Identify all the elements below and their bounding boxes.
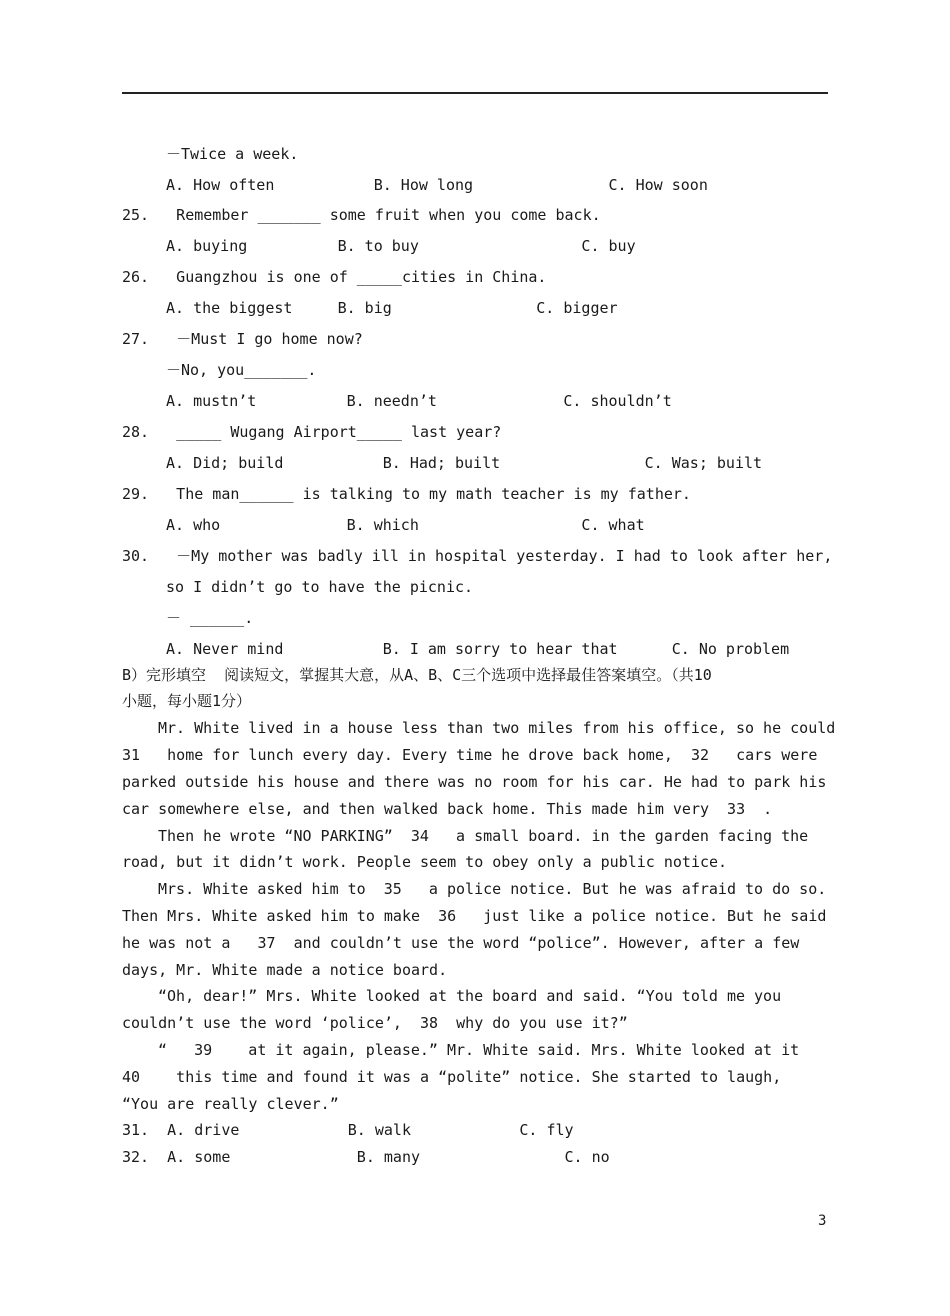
text-line: 40 this time and found it was a “polite” notice. She started to laugh, bbox=[122, 1068, 782, 1086]
text-line: A. Did; build B. Had; built C. Was; built bbox=[166, 454, 763, 472]
text-line: Mr. White lived in a house less than two miles from his office, so he could bbox=[158, 719, 836, 737]
text-line: A. buying B. to buy C. buy bbox=[166, 237, 636, 255]
text-line: 32. A. some B. many C. no bbox=[122, 1148, 610, 1166]
header-rule bbox=[122, 92, 828, 94]
text-line: B）完形填空 阅读短文，掌握其大意，从A、B、C三个选项中选择最佳答案填空。（共10 bbox=[122, 666, 712, 684]
text-line: 30. －My mother was badly ill in hospital yesterday. I had to look after her, bbox=[122, 547, 833, 565]
text-line: Then Mrs. White asked him to make 36 just like a police notice. But he said bbox=[122, 907, 827, 925]
text-line: 28. _____ Wugang Airport_____ last year? bbox=[122, 423, 502, 441]
text-line: car somewhere else, and then walked back home. This made him very 33 . bbox=[122, 800, 773, 818]
text-line: A. the biggest B. big C. bigger bbox=[166, 299, 618, 317]
text-line: Mrs. White asked him to 35 a police notice. But he was afraid to do so. bbox=[158, 880, 827, 898]
text-line: －Twice a week. bbox=[166, 145, 299, 163]
text-line: 25. Remember _______ some fruit when you come back. bbox=[122, 206, 601, 224]
text-line: 31 home for lunch every day. Every time he drove back home, 32 cars were bbox=[122, 746, 818, 764]
text-line: 26. Guangzhou is one of _____cities in China. bbox=[122, 268, 547, 286]
text-line: “ 39 at it again, please.” Mr. White said. Mrs. White looked at it bbox=[158, 1041, 800, 1059]
text-line: A. who B. which C. what bbox=[166, 516, 645, 534]
page-number: 3 bbox=[818, 1213, 827, 1229]
text-line: couldn’t use the word ‘police’, 38 why do you use it?” bbox=[122, 1014, 628, 1032]
text-line: A. Never mind B. I am sorry to hear that C. No problem bbox=[166, 640, 790, 658]
text-line: 27. －Must I go home now? bbox=[122, 330, 363, 348]
text-line: “Oh, dear!” Mrs. White looked at the board and said. “You told me you bbox=[158, 987, 782, 1005]
text-line: road, but it didn’t work. People seem to obey only a public notice. bbox=[122, 853, 728, 871]
text-line: 29. The man______ is talking to my math teacher is my father. bbox=[122, 485, 691, 503]
text-line: “You are really clever.” bbox=[122, 1095, 339, 1113]
text-line: days, Mr. White made a notice board. bbox=[122, 961, 448, 979]
text-line: so I didn’t go to have the picnic. bbox=[166, 578, 474, 596]
text-line: A. mustn’t B. needn’t C. shouldn’t bbox=[166, 392, 672, 410]
text-line: he was not a 37 and couldn’t use the word “police”. However, after a few bbox=[122, 934, 800, 952]
text-line: 31. A. drive B. walk C. fly bbox=[122, 1121, 574, 1139]
text-line: － ______. bbox=[166, 609, 254, 627]
text-line: A. How often B. How long C. How soon bbox=[166, 176, 708, 194]
text-line: parked outside his house and there was no room for his car. He had to park his bbox=[122, 773, 827, 791]
text-line: 小题，每小题1分） bbox=[122, 692, 252, 710]
text-line: －No, you_______. bbox=[166, 361, 317, 379]
text-line: Then he wrote “NO PARKING” 34 a small board. in the garden facing the bbox=[158, 827, 809, 845]
